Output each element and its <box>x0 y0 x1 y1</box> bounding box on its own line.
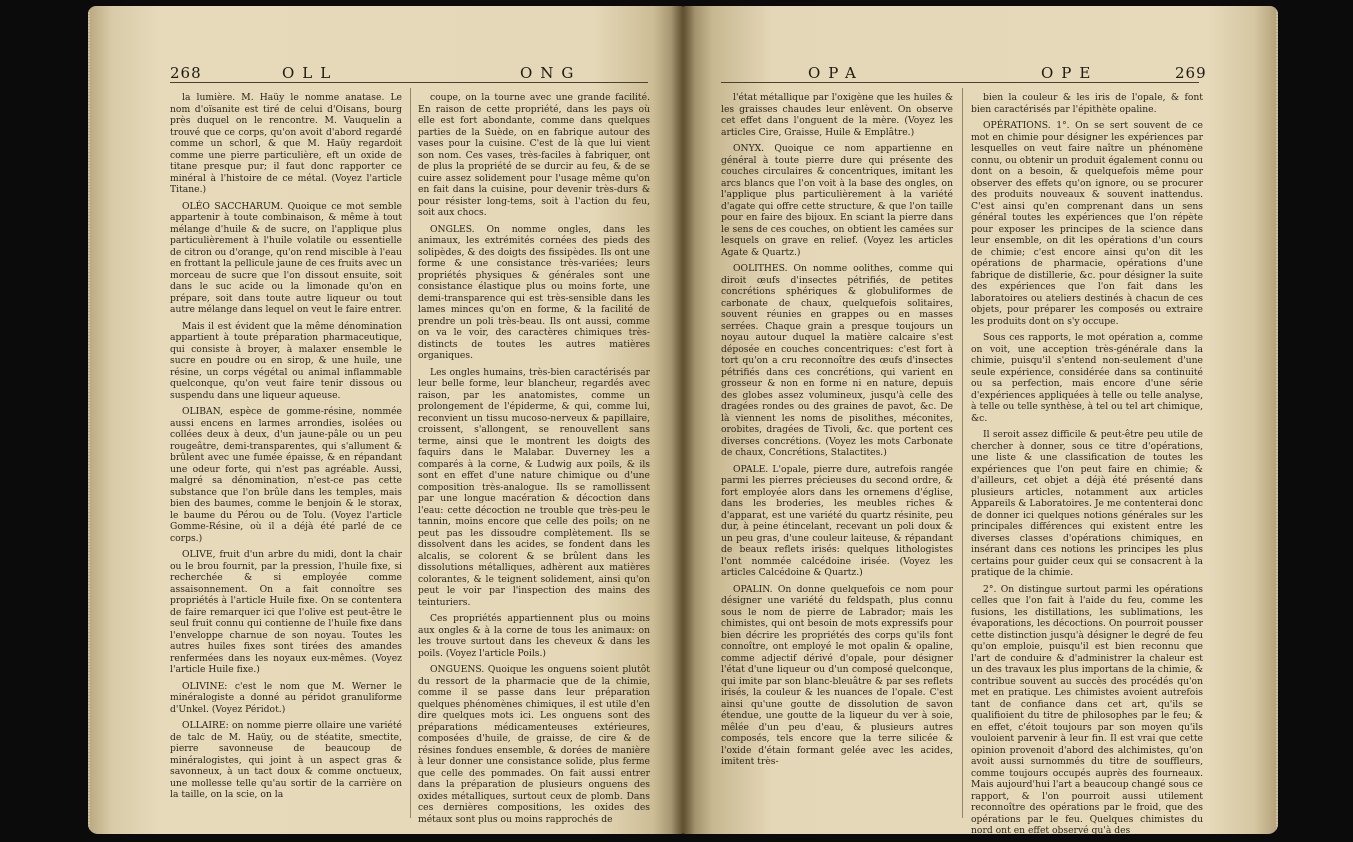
paragraph: l'état métallique par l'oxigène que les huiles & les graisses chaudes leur enlèvent. On observe cet effet dans l'onguent de la mère. (Voyez les articles Cire, Graisse, Huile & Emplâtre.) <box>721 92 953 138</box>
paragraph: Les ongles humains, très-bien caractérisés par leur belle forme, leur blancheur, regardés avec raison, par les anatomistes, comme un prolongement de l'épiderme, & qui, comme lui, reconvient un tissu mucoso-nerveux & papillaire, croissent, s'allongent, se renouvellent sans terme, ainsi que le montrent les doigts des faquirs dans le Malabar. Duverney les a comparés à la corne, & Ludwig aux poils, & ils sont en effet d'une nature chimique ou d'une composition très-analogue. Ils se ramollissent par une longue macération & décoction dans l'eau: cette décoction ne trouble que très-peu le tannin, moins encore que celle des poils; on ne peut pas les dissoudre complètement. Ils se dissolvent dans les acides, se fondent dans les alcalis, se colorent & se brûlent dans les dissolutions métalliques, adhèrent aux matières colorantes, & le teignent solidement, ainsi qu'on peut le voir par l'inspection des mains des teinturiers. <box>418 366 650 608</box>
paragraph: coupe, on la tourne avec une grande facilité. En raison de cette propriété, dans les pays où elle est fort abondante, comme dans quelques parties de la Suède, on en fabrique autour des vases pour la cuisine. C'est de là que lui vient son nom. Ces vases, très-faciles à fabriquer, ont de plus la propriété de se durcir au feu, & de se cuire assez solidement pour l'usage même qu'on en fait dans la cuisine, pour devenir très-durs & pour résister long-tems, soit à l'action du feu, soit aux chocs. <box>418 92 650 218</box>
paragraph: Ces propriétés appartiennent plus ou moins aux ongles & à la corne de tous les animaux: on les trouve surtout dans les cheveux & dans les poils. (Voyez l'article Poils.) <box>418 613 650 659</box>
header-rule <box>721 82 1199 83</box>
column-divider <box>962 88 963 818</box>
book-gutter <box>671 6 695 834</box>
paragraph: OOLITHES. On nomme oolithes, comme qui diroit œufs d'insectes pétrifiés, de petites concrétions sphériques & globuliformes de carbonate de chaux, quelquefois solitaires, souvent réunies en grappes ou en masses serrées. Chaque grain a presque toujours un noyau autour duquel la matière calcaire s'est déposée en couches concentriques: c'est fort à tort qu'on a cru reconnoître des œufs d'insectes pétrifiés dans ces concrétions, qui varient en grosseur & non en forme ni en nature, depuis des globes assez volumineux, jusqu'à celle des dragées rondes ou des graines de pavot, &c. De là viennent les noms de pisolithes, méconites, orobites, dragées de Tivoli, &c. que portent ces diverses concrétions. (Voyez les mots Carbonate de chaux, Concrétions, Stalactites.) <box>721 263 953 458</box>
paragraph: Mais il est évident que la même dénomination appartient à toute préparation pharmaceutique, qui consiste à broyer, à malaxer ensemble le sucre en poudre ou en sirop, & une huile, une résine, un corps végétal ou animal inflammable quelconque, qu'on veut faire tenir dissous ou suspendu dans une liqueur aqueuse. <box>170 320 402 401</box>
open-book <box>88 6 1278 836</box>
paragraph: OPALE. L'opale, pierre dure, autrefois rangée parmi les pierres précieuses du second ordre, & fort employée alors dans les ornemens d'église, dans les broderies, les meubles riches & d'apparat, est une variété du quartz résinite, peu dur, à peine étincelant, recevant un poli doux & un peu gras, d'une couleur laiteuse, & répandant de beaux reflets irisés: quelques lithologistes l'ont nommée calcédoine irisée. (Voyez les articles Calcédoine & Quartz.) <box>721 463 953 578</box>
paragraph: 2°. On distingue surtout parmi les opérations celles que l'on fait à l'aide du feu, comme les fusions, les distillations, les sublimations, les évaporations, les décoctions. On pourroit pousser cette distinction jusqu'à désigner le degré de feu qu'on emploie, puisqu'il est bien reconnu que l'art de conduire & d'administrer la chaleur est un des travaux les plus importans de la chimie, & contribue souvent au succès des procédés qu'on met en pratique. Les chimistes avoient autrefois tant de confiance dans cet art, qu'ils se qualifioient du titre de philosophes par le feu; & en effet, c'étoit toujours par son moyen qu'ils vouloient parvenir à leur fin. Il est vrai que cette opinion provenoit d'abord des alchimistes, qu'on avoit aussi surnommés du titre de souffleurs, comme toujours occupés auprès des fourneaux. Mais aujourd'hui l'art a beaucoup changé sous ce rapport, & l'on pourroit aussi utilement reconnoître des opérations par le froid, que des opérations par le feu. Quelques chimistes du nord ont en effet observé qu'à des <box>971 583 1203 834</box>
text-column-2 <box>418 92 650 830</box>
running-head-left: OLL <box>282 64 339 82</box>
paragraph: OPALIN. On donne quelquefois ce nom pour désigner une variété du feldspath, plus connu sous le nom de pierre de Labrador; mais les chimistes, qui ont besoin de mots expressifs pour bien décrire les propriétés des corps qu'ils font connoître, ont employé le mot opalin & opaline, comme adjectif dérivé d'opale, pour désigner l'état d'une liqueur ou d'un composé quelconque, qui imite par son blanc-bleuâtre & par ses reflets irisés, la couleur & les nuances de l'opale. C'est ainsi qu'une goutte de dissolution de savon étendue, une goutte de la liqueur du ver à soie, mêlée d'un peu d'eau, & plusieurs autres composés, tels encore que la terre silicée & l'oxide d'étain formant gelée avec les acides, imitent très- <box>721 583 953 767</box>
paragraph: OLIVE, fruit d'un arbre du midi, dont la chair ou le brou fournit, par la pression, l'huile fixe, si recherchée & si employée comme assaisonnement. On a fait connoître ses propriétés à l'article Huile fixe. On se contentera de faire remarquer ici que l'olive est peut-être le seul fruit connu qui contienne de l'huile fixe dans l'enveloppe charnue de son noyau. Toutes les autres huiles fixes sont tirées des amandes renfermées dans les noyaux eux-mêmes. (Voyez l'article Huile fixe.) <box>170 549 402 675</box>
paragraph: OLIVINE: c'est le nom que M. Werner le minéralogiste a donné au péridot granuliforme d'Unkel. (Voyez Péridot.) <box>170 680 402 715</box>
column-divider <box>410 88 411 818</box>
paragraph: ONGLES. On nomme ongles, dans les animaux, les extrémités cornées des pieds des solipèdes, & des doigts des fissipèdes. Ils ont une forme & une consistance très-variées; leurs propriétés physiques & générales sont une consistance élastique plus ou moins forte, une demi-transparence qui est très-sensible dans les lames minces qu'on en forme, & la facilité de prendre un poli très-beau. Ils ont aussi, comme on va le voir, des caractères chimiques très-distincts de toutes les autres matières organiques. <box>418 223 650 361</box>
text-column-2 <box>971 92 1203 834</box>
paragraph: ONYX. Quoique ce nom appartienne en général à toute pierre dure qui présente des couches circulaires & concentriques, imitant les arcs blancs que l'on voit à la base des ongles, on l'applique plus particulièrement à la variété d'agate qui offre cette structure, & que l'on taille pour en faire des bijoux. En sciant la pierre dans le sens de ces couches, on obtient les camées sur lesquels on grave en relief. (Voyez les articles Agate & Quartz.) <box>721 143 953 258</box>
paragraph: la lumière. M. Haüy le nomme anatase. Le nom d'oïsanite est tiré de celui d'Oisans, bourg près duquel on le rencontre. M. Vauquelin a trouvé que ce corps, qu'on avoit d'abord regardé comme un schorl, & que M. Haüy regardoit comme une pierre particulière, eft un oxide de titane presque pur; il faut donc rapporter ce minéral à l'histoire de ce métal. (Voyez l'article Titane.) <box>170 92 402 195</box>
page-edge <box>88 10 90 830</box>
running-head-left: OPA <box>808 64 864 82</box>
paragraph: Il seroit assez difficile & peut-être peu utile de chercher à donner, sous ce titre d'opérations, une liste & une classification de toutes les expériences que l'on peut faire en chimie; & d'ailleurs, cet objet a déjà été présenté dans plusieurs articles, notamment aux articles Appareils & Laboratoires. Je me contenterai donc de donner ici quelques notions générales sur les principales différences qui existent entre les diverses classes d'opérations chimiques, en insérant dans ces notions les principes les plus certains pour guider ceux qui se consacrent à la pratique de la chimie. <box>971 429 1203 578</box>
header-rule <box>170 82 648 83</box>
page-number: 269 <box>1175 64 1207 82</box>
paragraph: OPÉRATIONS. 1°. On se sert souvent de ce mot en chimie pour désigner les expériences par lesquelles on veut faire naître un phénomène connu, ou obtenir un produit également connu ou dont on a besoin, & quelquefois même pour observer des effets qu'on ignore, ou se procurer des produits nouveaux & souvent inattendus. C'est ainsi qu'en comprenant dans un sens général toutes les expériences que l'on répète pour exposer les principes de la science dans leur ensemble, on dit les opérations d'un cours de chimie; c'est encore ainsi qu'on dit les opérations de pharmacie, opérations d'une fabrique de distillerie, &c. pour désigner la suite des expériences que l'on fait dans les laboratoires ou ateliers destinés à chacun de ces objets, pour préparer les composés ou extraire les produits dont on s'y occupe. <box>971 120 1203 327</box>
paragraph: Sous ces rapports, le mot opération a, comme on voit, une acception très-générale dans la chimie, puisqu'il s'entend non-seulement d'une seule expérience, considérée dans sa continuité ou sa perfection, mais encore d'une série d'expériences appliquées à telle ou telle analyse, à telle ou telle synthèse, à tel ou tel art chimique, &c. <box>971 332 1203 424</box>
paragraph: OLIBAN, espèce de gomme-résine, nommée aussi encens en larmes arrondies, isolées ou collées deux à deux, d'un jaune-pâle ou un peu rougeâtre, demi-transparentes, qui s'allument & brûlent avec une fumée épaisse, & en répandant une odeur forte, qui n'est pas agréable. Aussi, malgré sa dénomination, n'est-ce pas cette substance que l'on brûle dans les temples, mais bien des baumes, comme le benjoin & le storax, le baume du Pérou ou de Tolu. (Voyez l'article Gomme-Résine, où il a déjà été parlé de ce corps.) <box>170 406 402 544</box>
running-head-right: OPE <box>1041 64 1099 82</box>
running-head-right: ONG <box>520 64 582 82</box>
page-number: 268 <box>170 64 202 82</box>
text-column-1 <box>721 92 953 773</box>
paragraph: bien la couleur & les iris de l'opale, & font bien caractérisés par l'épithète opaline. <box>971 92 1203 115</box>
paragraph: ONGUENS. Quoique les onguens soient plutôt du ressort de la pharmacie que de la chimie, comme il se passe dans leur préparation quelques phénomènes chimiques, il est utile d'en dire quelques mots ici. Les onguens sont des préparations médicamenteuses extérieures, composées d'huile, de graisse, de cire & de résines fondues ensemble, & dorées de manière à leur donner une consistance solide, plus ferme que celle des pommades. On fait aussi entrer dans la préparation de plusieurs onguens des oxides métalliques, surtout ceux de plomb. Dans ces dernières compositions, les oxides des métaux sont plus ou moins rapprochés de <box>418 664 650 825</box>
text-column-1 <box>170 92 402 806</box>
right-page <box>683 6 1278 834</box>
page-edge <box>1276 10 1278 830</box>
left-page <box>88 6 683 834</box>
paragraph: OLÉO SACCHARUM. Quoique ce mot semble appartenir à toute combinaison, & même à tout mélange d'huile & de sucre, on l'applique plus particulièrement à l'huile volatile ou essentielle de citron ou d'orange, qu'on rend miscible à l'eau en frottant la pellicule jaune de ces fruits avec un morceau de sucre que l'on dissout ensuite, soit dans le suc acide ou la limonade qu'on en prépare, soit dans toute autre liqueur ou tout autre mélange dans lequel on veut le faire entrer. <box>170 200 402 315</box>
paragraph: OLLAIRE: on nomme pierre ollaire une variété de talc de M. Haüy, ou de stéatite, smectite, pierre savonneuse de beaucoup de minéralogistes, qui joint à un aspect gras & savonneux, à un tact doux & comme onctueux, une mollesse telle qu'au sortir de la carrière on la taille, on la scie, on la <box>170 720 402 800</box>
